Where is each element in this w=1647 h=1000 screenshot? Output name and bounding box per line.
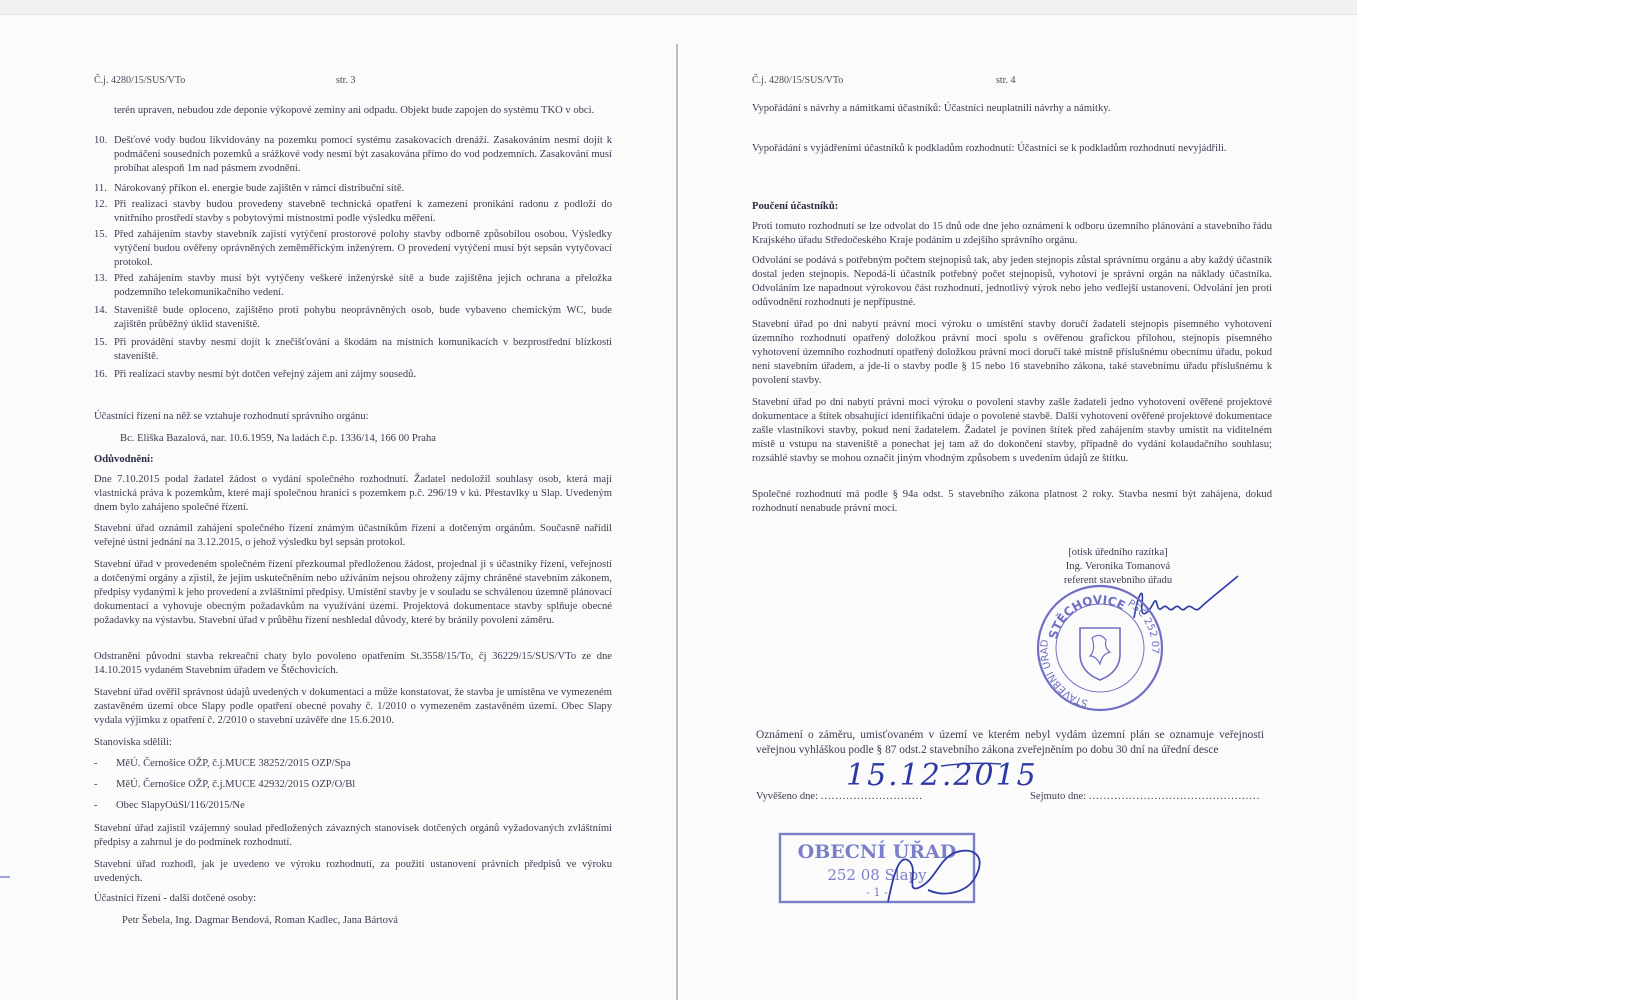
stamp-right-text: PSČ 252 07: [1125, 598, 1161, 655]
participants-heading: Účastníci řízení na něž se vztahuje rozhodnutí správního orgánu:: [94, 411, 369, 422]
others-heading: Účastníci řízení - další dotčené osoby:: [94, 893, 257, 904]
condition-number: 16.: [94, 369, 108, 380]
condition-item: [94, 228, 612, 270]
instruction-heading: Poučení účastníků:: [752, 201, 839, 212]
stamp-note: [otisk úředního razítka]: [1068, 547, 1168, 558]
condition-text: Při realizaci stavby nesmí být dotčen veřejný zájem ani zájmy sousedů.: [114, 369, 417, 380]
condition-number: 11.: [94, 183, 107, 194]
scan-top-edge: [0, 0, 1357, 15]
proposals-paragraph: Vypořádání s návrhy a námitkami účastníků: Účastníci neuplatnili návrhy a námitky.: [752, 103, 1111, 114]
stamp-office-address: 252 08 Slapy: [827, 866, 927, 884]
scan-edge-mark: [0, 876, 10, 878]
municipal-office-stamp: [778, 832, 988, 908]
removed-label: Sejmuto dne:: [1030, 791, 1087, 802]
statements-paragraph: Vypořádání s vyjádřeními účastníků k podkladům rozhodnutí: Účastníci se k podkladům rozhodnutí nevyjádřili.: [752, 143, 1227, 154]
stamp-top-text: STĚCHOVICE: [1046, 592, 1128, 641]
condition-number: 14.: [94, 305, 108, 316]
condition-item: [94, 272, 612, 300]
posted-dots: ............................: [820, 791, 923, 802]
closing-paragraph: Stavební úřad zajistil vzájemný soulad předložených závazných stanovisek dotčených orgánů vyžadovaných zvláštními předpisy a zahrnul je do podmínek rozhodnutí.: [94, 823, 612, 848]
condition-number: 15.: [94, 337, 108, 348]
participant-name: Bc. Eliška Bazalová, nar. 10.6.1959, Na ladách č.p. 1336/14, 166 00 Praha: [120, 433, 436, 444]
opinion-item: - MěÚ. Černošice OŽP, č.j.MUCE 42932/2015 OZP/O/Bl: [94, 779, 356, 790]
reasoning-paragraph: Stavební úřad v provedeném společném řízení přezkoumal předloženou žádost, projednal ji s účastníky řízení, veřejností a dotčenými orgány a zjistil, že jejím uskutečněním nebo užíváním nejsou ohroženy zájmy chráněné stavebním zákonem, předpisy vydanými k jeho provedení a zvláštními předpisy. Umístění stavby je v souladu se schválenou územně plánovací dokumentací a vyhovuje obecným požadavkům na využívání území. Projektová dokumentace stavby splňuje obecné požadavky na výstavbu. Stavební úřad v průběhu řízení neshledal důvody, které by bránily povolení záměru.: [94, 559, 612, 626]
opinion-item: - Obec SlapyOúSl/116/2015/Ne: [94, 800, 245, 811]
reference-number: Č.j. 4280/15/SUS/VTo: [94, 75, 186, 86]
official-role: referent stavebního úřadu: [1063, 575, 1173, 586]
reasoning-paragraph: Stavební úřad oznámil zahájení společného řízení známým účastníkům řízení a dotčeným orgánům. Současně nařídil veřejné ústní jednání na 3.12.2015, o jehož výsledku byl sepsán protokol.: [94, 523, 612, 548]
opinion-text: MěÚ. Černošice OŽP, č.j.MUCE 38252/2015 OZP/Spa: [116, 758, 351, 769]
stamp-office-number: - 1 -: [866, 886, 888, 899]
opinion-text: MěÚ. Černošice OŽP, č.j.MUCE 42932/2015 OZP/O/Bl: [116, 779, 356, 790]
handwritten-posted-date: 15.12.2015: [846, 758, 1038, 793]
page-spread-divider: [676, 44, 678, 1000]
reference-number: Č.j. 4280/15/SUS/VTo: [752, 75, 844, 86]
condition-item: [94, 336, 612, 364]
instruction-paragraph: Odvolání se podává s potřebným počtem stejnopisů tak, aby jeden stejnopis zůstal správnímu orgánu a aby každý účastník dostal jeden stejnopis. Nepodá-li účastník potřebný počet stejnopisů, vyhotoví je správní orgán na náklady účastníka. Odvoláním lze napadnout výrokovou část rozhodnutí, jednotlivý výrok nebo jeho vedlejší ustanovení. Odvolání jen proti odůvodnění rozhodnutí je nepřípustné.: [752, 255, 1272, 308]
removed-date-field: [1030, 790, 1270, 804]
reasoning-paragraph: Odstranění původní stavba rekreační chaty bylo povoleno opatřením St.3558/15/To, čj 36229/15/SUS/VTo ze dne 14.10.2015 vydaném Stavebním úřadem ve Štěchovicích.: [94, 651, 612, 676]
condition-text: Staveniště bude oploceno, zajištěno proti pohybu neoprávněných osob, bude vybaveno chemickým WC, bude zajištěn průběžný úklid staveniště.: [114, 305, 612, 330]
handwritten-date-underline: [846, 760, 1006, 780]
others-names: Petr Šebela, Ing. Dagmar Bendová, Roman Kadlec, Jana Bártová: [122, 915, 398, 926]
opinion-item: - MěÚ. Černošice OŽP, č.j.MUCE 38252/2015 OZP/Spa: [94, 758, 351, 769]
condition-number: 12.: [94, 199, 108, 210]
instruction-paragraph: Stavební úřad po dni nabytí právní moci výroku o umístění stavby doručí žadateli stejnopis písemného vyhotovení územního rozhodnutí opatřený doložkou právní moci spolu s ověřenou grafickou přílohou, stejnopis písemného vyhotovení územního rozhodnutí opatřený doložkou právní moci doručí také místně příslušnému obecnímu úřadu, pokud není stavebním úřadem, a jde-li o stavby podle § 15 nebo 16 stavebního zákona, také stavebnímu úřadu příslušnému k povolení stavby.: [752, 319, 1272, 386]
instruction-paragraph: Stavební úřad po dni nabytí právní moci výroku o povolení stavby zašle žadateli jedno vyhotovení ověřené projektové dokumentace a štítek obsahující identifikační údaje o povolené stavbě. Další vyhotovení ověřené projektové dokumentace zašle vlastníkovi stavby, pokud není žadatelem. Žadatel je povinen štítek před zahájením stavby umístit na viditelném místě u vstupu na staveniště a ponechat jej tam až do dokončení stavby, případně do vydání kolaudačního souhlasu; rozsáhlé stavby se mohou označit jiným vhodným způsobem s uvedením údajů ze štítku.: [752, 397, 1272, 464]
reasoning-paragraph: Stavební úřad ověřil správnost údajů uvedených v dokumentaci a může konstatovat, že stavba je umístěna ve vymezeném zastavěném území obce Slapy podle opatření obecné povahy č. 1/2010 o vymezeném zastavěném území. Obec Slapy vydala výjimku z opatření č. 2/2010 o stavební uzávěře dne 15.6.2010.: [94, 687, 612, 726]
instruction-paragraph: Společné rozhodnutí má podle § 94a odst. 5 stavebního zákona platnost 2 roky. Stavba nesmí být zahájena, dokud rozhodnutí nenabude právní moci.: [752, 489, 1272, 514]
condition-number: 15.: [94, 229, 108, 240]
official-round-stamp: [1034, 582, 1166, 714]
condition-text: Před zahájením stavby stavebník zajistí vytýčení prostorové polohy stavby odborně způsobilou osobou. Výsledky vytýčení budou ověřeny oprávněných zeměměřickým inženýrem. O provedení vytýčení musí být sepsán vytyčovací protokol.: [114, 229, 612, 268]
svg-text:PSČ 252 07: [1126, 598, 1161, 654]
stamp-left-text: STAVEBNÍ ÚŘAD: [1039, 639, 1090, 709]
condition-item: [94, 304, 612, 332]
opinion-text: Obec SlapyOúSl/116/2015/Ne: [116, 800, 245, 811]
reasoning-heading: Odůvodnění:: [94, 454, 154, 465]
official-name: Ing. Veronika Tomanová: [1065, 561, 1171, 572]
condition-item: [94, 182, 612, 196]
condition-number: 10.: [94, 135, 108, 146]
condition-text: Při provádění stavby nesmí dojít k znečišťování a škodám na místních komunikacích v bezprostřední blízkosti staveniště.: [114, 337, 612, 362]
intro-paragraph: terén upraven, nebudou zde deponie výkopové zeminy ani odpadu. Objekt bude zapojen do systému TKO v obci.: [114, 105, 595, 116]
page-number: str. 3: [336, 75, 356, 86]
scan-right-margin: [1357, 0, 1647, 1000]
public-notice: Oznámení o záměru, umisťovaném v území ve kterém nebyl vydám územní plán se oznamuje veřejnosti veřejnou vyhláškou podle § 87 odst.2 stavebního zákona zveřejněním po dobu 30 dní na úřední desce: [756, 729, 1264, 756]
condition-item: [94, 134, 612, 176]
removed-dots: ...............................................: [1088, 791, 1261, 802]
stamp-office-name: OBECNÍ ÚŘAD: [797, 841, 957, 863]
reasoning-paragraph: Dne 7.10.2015 podal žadatel žádost o vydání společného rozhodnutí. Žadatel nedoložil souhlasy osob, která mají vlastnická práva k pozemkům, které mají společnou hranici s pozemkem p.č. 296/19 v kú. Přestavlky u Slap. Uvedeným dnem bylo zahájeno společné řízení.: [94, 474, 612, 513]
condition-number: 13.: [94, 273, 108, 284]
page-number: str. 4: [996, 75, 1016, 86]
instruction-paragraph: Proti tomuto rozhodnutí se lze odvolat do 15 dnů ode dne jeho oznámení k odboru územního plánování a stavebního řádu Krajského úřadu Středočeského Kraje podáním u zdejšího správního orgánu.: [752, 221, 1272, 246]
posted-label: Vyvěšeno dne:: [756, 791, 819, 802]
condition-item: [94, 198, 612, 226]
condition-text: Před zahájením stavby musí být vytýčeny veškeré inženýrské sítě a bude zajištěna jejich ochrana a přeložka podzemního telekomunikačního vedení.: [114, 273, 612, 298]
condition-text: Při realizaci stavby budou provedeny stavebně technická opatření k zamezení pronikání radonu z podloží do vnitřního prostředí stavby s pobytovými místnostmi podle výsledku měření.: [114, 199, 612, 224]
condition-text: Dešťové vody budou likvidovány na pozemku pomocí systému zasakovacích drenáží. Zasakováním nesmí dojít k podmáčení sousedních pozemků a srážkové vody nesmí být zasakována přímo do vod podzemních. Zasakování musí probíhat alespoň 1m nad pásmem zvodnění.: [114, 135, 612, 174]
opinions-heading: Stanoviska sdělili:: [94, 737, 172, 748]
svg-text:STĚCHOVICE: [1046, 593, 1128, 641]
condition-item: [94, 368, 612, 382]
coat-of-arms-icon: [1080, 628, 1120, 680]
condition-text: Nárokovaný příkon el. energie bude zajištěn v rámci distribuční sítě.: [114, 183, 405, 194]
closing-paragraph: Stavební úřad rozhodl, jak je uvedeno ve výroku rozhodnutí, za použití ustanovení právních předpisů ve výroku uvedených.: [94, 859, 612, 884]
